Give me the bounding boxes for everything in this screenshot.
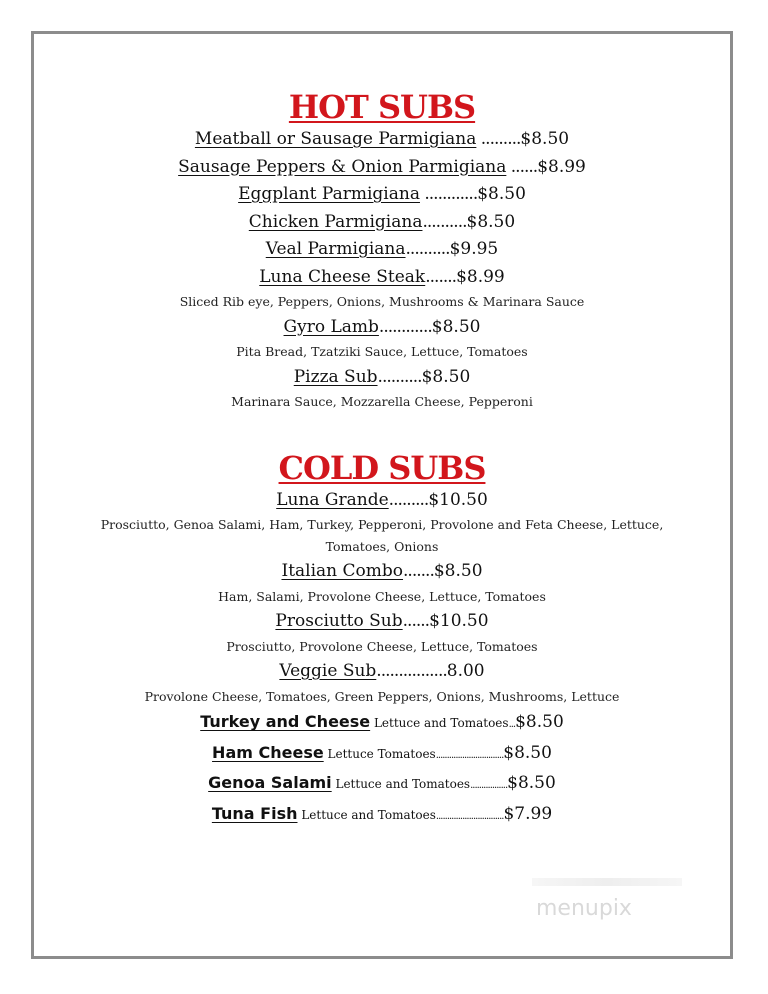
menu-item	[34, 487, 730, 515]
menu-item	[34, 364, 730, 392]
item-price: $8.50	[466, 211, 516, 232]
menu-item	[34, 800, 730, 831]
item-inline-description: Lettuce and Tomatoes	[297, 807, 436, 822]
item-dots: ..........	[377, 366, 422, 387]
item-dots: .........	[476, 129, 521, 149]
item-description: Marinara Sauce, Mozzarella Cheese, Pepperoni	[231, 394, 533, 409]
item-dots: ...............................	[435, 810, 504, 822]
menu-item	[34, 154, 730, 182]
item-name: Chicken Parmigiana	[248, 211, 423, 232]
item-dots: .......	[403, 561, 434, 581]
item-dots: .................	[470, 780, 508, 791]
item-price: $8.50	[431, 316, 481, 337]
hot-subs-title: HOT SUBS	[288, 88, 476, 126]
item-price: $9.95	[449, 239, 499, 259]
item-name: Turkey and Cheese	[200, 712, 371, 731]
item-price: $7.99	[503, 803, 553, 824]
item-price: $10.50	[428, 489, 488, 510]
menu-item	[34, 739, 730, 770]
item-dots: ............	[378, 316, 432, 337]
item-name: Veal Parmigiana	[265, 239, 406, 259]
item-dots: ...	[508, 719, 516, 730]
menu-item	[34, 181, 730, 209]
item-dots: .......	[425, 266, 457, 287]
item-price: $8.50	[515, 712, 564, 732]
menu-item	[34, 314, 730, 342]
menu-page	[34, 34, 730, 830]
menu-item	[34, 708, 730, 739]
menu-item	[34, 236, 730, 264]
item-dots: ......	[506, 156, 538, 177]
item-price: 8.00	[446, 661, 485, 681]
item-description: Provolone Cheese, Tomatoes, Green Peppers, Onions, Mushrooms, Lettuce	[144, 688, 620, 704]
cold-subs-title: COLD SUBS	[278, 448, 486, 487]
item-name: Italian Combo	[281, 561, 404, 581]
item-price: $8.99	[537, 156, 586, 177]
item-name: Tuna Fish	[211, 803, 298, 823]
menu-item	[34, 209, 730, 237]
item-price: $8.50	[503, 742, 552, 763]
item-inline-description: Lettuce Tomatoes	[323, 746, 436, 761]
item-price: $8.50	[507, 773, 556, 793]
item-name: Veggie Sub	[279, 661, 377, 681]
item-name: Gyro Lamb	[283, 316, 379, 337]
item-dots: ................	[376, 661, 447, 681]
item-name: Sausage Peppers & Onion Parmigiana	[178, 156, 507, 177]
item-price: $8.99	[456, 266, 505, 287]
item-name: Luna Grande	[276, 489, 389, 510]
item-name: Genoa Salami	[208, 773, 332, 792]
item-name: Ham Cheese	[212, 742, 324, 762]
item-inline-description: Lettuce and Tomatoes	[331, 777, 471, 791]
item-price: $8.50	[477, 184, 526, 204]
item-dots: ..........	[405, 239, 450, 259]
menu-item	[34, 658, 730, 686]
item-description: Ham, Salami, Provolone Cheese, Lettuce, Tomatoes	[218, 588, 546, 604]
menu-item	[34, 264, 730, 292]
item-price: $8.50	[520, 129, 570, 149]
item-description: Pita Bread, Tzatziki Sauce, Lettuce, Tomatoes	[236, 344, 528, 359]
menu-item	[34, 769, 730, 800]
item-name: Luna Cheese Steak	[259, 266, 426, 287]
menupix-watermark: menupix	[536, 896, 632, 921]
item-inline-description: Lettuce and Tomatoes	[370, 716, 509, 730]
item-price: $8.50	[433, 561, 483, 581]
item-dots: .........	[388, 489, 429, 510]
item-description: Prosciutto, Provolone Cheese, Lettuce, Tomatoes	[226, 638, 538, 654]
item-description: Sliced Rib eye, Peppers, Onions, Mushrooms & Marinara Sauce	[179, 294, 585, 309]
item-dots: ............	[419, 184, 478, 204]
menu-item	[34, 608, 730, 636]
item-description: Prosciutto, Genoa Salami, Ham, Turkey, Pepperoni, Provolone and Feta Cheese, Lettuce, Tomatoes, Onions	[100, 517, 664, 554]
item-name: Eggplant Parmigiana	[238, 184, 420, 204]
watermark-faint-text	[532, 878, 682, 886]
item-price: $10.50	[429, 611, 489, 631]
item-price: $8.50	[421, 366, 471, 387]
menu-item	[34, 558, 730, 586]
item-dots: ......	[402, 611, 430, 631]
item-name: Pizza Sub	[293, 366, 378, 387]
menu-item	[34, 126, 730, 154]
item-name: Meatball or Sausage Parmigiana	[194, 129, 477, 149]
item-dots: ...............................	[435, 749, 504, 761]
item-name: Prosciutto Sub	[275, 611, 403, 631]
item-dots: ..........	[422, 211, 467, 232]
